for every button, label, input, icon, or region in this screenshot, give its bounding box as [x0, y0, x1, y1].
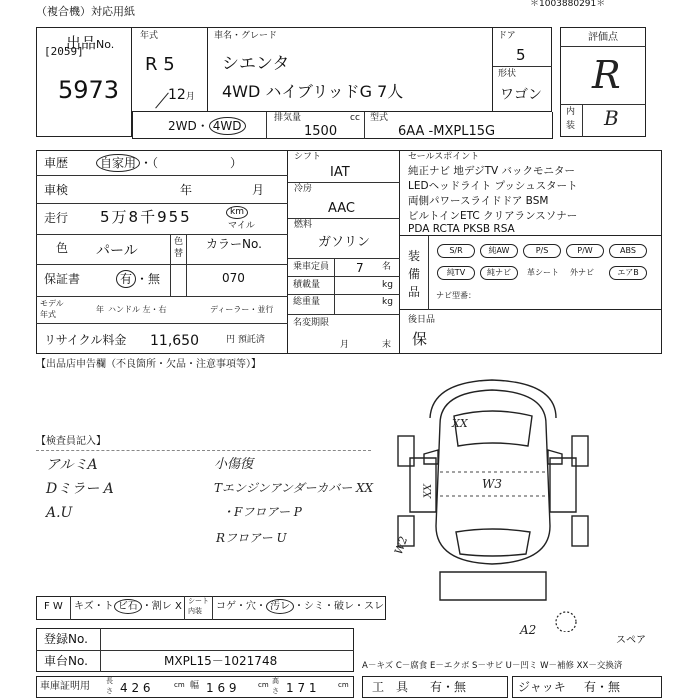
capacity-label: 乗車定員 [293, 262, 330, 272]
model-code-label: 型式 [370, 113, 389, 123]
color-value: パール [96, 243, 138, 259]
lot-number: 5973 [58, 76, 120, 104]
inspector-note: A.U [46, 505, 73, 521]
equipment-label-c: 品 [408, 285, 421, 299]
color-change-a: 色 [174, 237, 184, 247]
car-wheel-fl [398, 436, 414, 466]
fuel-value: ガソリン [318, 235, 371, 250]
model-year-label: 年式 [140, 31, 159, 41]
width-value: 1 6 9 [206, 681, 237, 695]
warranty-label: 保証書 [44, 272, 81, 286]
tools-label: 工 具 [372, 680, 409, 694]
navi-model-label: ナビ型番： [436, 291, 476, 300]
color-change-b: 替 [174, 249, 184, 259]
inspector-note: アルミA [46, 457, 98, 473]
spare-tire-icon [556, 612, 576, 632]
color-no-value: 070 [222, 271, 245, 285]
garage-certificate-label: 車庫証明用 [40, 681, 90, 692]
body-type-label: 形状 [498, 69, 517, 79]
height-unit: cm [338, 681, 349, 689]
chassis-number: MXPL15－1021748 [164, 654, 278, 668]
equipment-label-b: 備 [408, 267, 421, 281]
car-grade: 4WD ハイブリッドG 7人 [222, 82, 404, 101]
width-unit: cm [258, 681, 269, 689]
sales-point-line: 純正ナビ 地デジTV バックモニター [408, 165, 576, 177]
height-label-a: 高 [272, 677, 279, 685]
weight-unit: kg [382, 297, 393, 307]
later-items-box [400, 310, 662, 354]
model-year-era: R 5 [145, 54, 175, 75]
car-wheel-rr [572, 516, 588, 546]
body-type-value: ワゴン [500, 87, 542, 103]
car-front-bumper [430, 380, 556, 418]
length-value: 4 2 6 [120, 681, 151, 695]
ac-value: AAC [328, 201, 355, 216]
equip-leather-seat: 革シート [527, 268, 559, 277]
lot-label: 出品No. [66, 34, 115, 52]
car-damage-diagram [380, 376, 610, 632]
recycle-unit: 円 預託済 [226, 335, 265, 345]
length-unit: cm [174, 681, 185, 689]
form-type-label: （複合機）対応用紙 [36, 5, 135, 18]
model-year-month: 12月 [168, 87, 195, 103]
inspector-note: Dミラー A [46, 481, 114, 497]
color-no-label: カラーNo. [206, 237, 262, 251]
sales-point-line: ビルトインETC クリアランスソナー [408, 210, 578, 222]
name-change-end: 末 [382, 340, 392, 350]
later-items-label: 後日品 [408, 315, 436, 325]
fuel-label: 燃料 [294, 220, 313, 230]
registration-label: 登録No. [44, 632, 88, 646]
load-unit: kg [382, 280, 393, 290]
history-value: 自家用 ・（ ） [96, 157, 242, 169]
displacement-unit: cc [350, 113, 360, 123]
displacement-label: 排気量 [274, 113, 302, 123]
inspection-month: 月 [252, 183, 265, 197]
lot-year-tag: [2059] [44, 45, 84, 58]
model-label-b: 年式 [40, 310, 56, 319]
inspection-year: 年 [180, 183, 193, 197]
recycle-value: 11,650 [150, 333, 199, 349]
recycle-label: リサイクル料金 [44, 333, 127, 347]
equip-sunroof: S/R [437, 244, 475, 258]
equip-power-window: P/W [566, 244, 604, 258]
interior-label-a: 内 [566, 107, 576, 117]
model-code-value: 6AA -MXPL15G [398, 124, 496, 139]
height-label-b: さ [272, 687, 279, 695]
equip-airbag: エアB [609, 266, 647, 280]
height-value: 1 7 1 [286, 681, 317, 695]
equip-genuine-aw: 純AW [480, 244, 518, 258]
tools-value: 有・無 [430, 680, 467, 694]
door-value: 5 [516, 46, 526, 64]
shift-label: シフト [294, 152, 322, 162]
seat-label-a: シート [188, 597, 209, 605]
spare-label: スペア [616, 635, 646, 646]
load-label: 積載量 [293, 280, 321, 290]
inspector-note: ・Fフロアー P [222, 505, 302, 519]
later-items-value: 保 [412, 330, 428, 348]
seller-note-heading: 【出品店申告欄（不良箇所・欠品・注意事項等）】 [36, 359, 261, 370]
car-wheel-fr [572, 436, 588, 466]
length-label-b: さ [106, 687, 113, 695]
inspector-heading: 【検査員記入】 [36, 436, 106, 447]
car-rear-bumper [440, 572, 546, 600]
equip-genuine-tv: 純TV [437, 266, 475, 280]
car-name: シエンタ [222, 54, 290, 74]
sales-points-label: セールスポイント [408, 152, 480, 162]
inspector-note: Tエンジンアンダーカバー XX [214, 481, 374, 495]
sales-point-line: 両側パワースライドドア BSM [408, 195, 549, 207]
weight-label: 総重量 [293, 297, 321, 307]
name-change-month: 月 [340, 340, 350, 350]
model-year-unit: 年 [96, 305, 104, 314]
model-label-a: モデル [40, 299, 64, 308]
history-label: 車歴 [44, 156, 69, 170]
ac-label: 冷房 [294, 184, 313, 194]
drive-options: 2WD・ 4WD [168, 120, 246, 132]
inspector-note: 小傷復 [214, 457, 254, 472]
displacement-value: 1500 [304, 124, 338, 139]
shift-value: IAT [330, 165, 350, 180]
sales-point-line: PDA RCTA PKSB RSA [408, 223, 515, 235]
chassis-label: 車台No. [44, 654, 88, 668]
sales-point-line: LEDヘッドライト プッシュスタート [408, 180, 578, 192]
damage-mark: XX [423, 483, 435, 499]
inspection-label: 車検 [44, 183, 69, 197]
evaluation-label: 評価点 [588, 32, 618, 43]
equipment-label-a: 装 [408, 249, 421, 263]
mileage-value: 5万8千955 [100, 208, 192, 226]
length-label-a: 長 [106, 677, 113, 685]
evaluation-score: R [592, 53, 621, 97]
mileage-label: 走行 [44, 211, 69, 225]
car-name-label: 車名・グレード [214, 31, 278, 41]
seat-label-b: 内装 [188, 607, 202, 615]
color-label: 色 [56, 241, 69, 255]
car-rear-glass [456, 529, 530, 556]
seat-condition: コゲ・穴・ 汚レ ・シミ・破レ・スレ [216, 601, 384, 612]
fw-condition: キズ・ト ビ石 ・割レ X [74, 601, 182, 612]
dealer-options: ディーラー・並行 [210, 305, 274, 314]
interior-label-b: 装 [566, 121, 576, 131]
inspector-note: Rフロアー U [216, 531, 287, 545]
equip-aftermarket-navi: 外ナビ [570, 268, 594, 277]
equip-abs: ABS [609, 244, 647, 258]
damage-mark: A2 [520, 623, 537, 637]
jack-label: ジャッキ [518, 680, 566, 694]
door-label: ドア [498, 31, 516, 41]
fw-label: F W [44, 601, 63, 612]
capacity-unit: 名 [382, 262, 392, 272]
warranty-value: 有 ・無 [116, 273, 160, 285]
handle-options: ハンドル 左・右 [108, 305, 167, 314]
jack-value: 有・無 [584, 680, 621, 694]
damage-mark: XX [452, 417, 468, 430]
width-label: 幅 [190, 681, 200, 691]
damage-legend: A－キズ C－腐食 E－エクボ S－サビ U－凹ミ W－補修 XX－交換済 [362, 661, 623, 671]
mileage-unit-mile: マイル [228, 221, 255, 231]
damage-mark: W2 [391, 534, 411, 557]
barcode-number: ＊1003880291＊ [530, 0, 606, 9]
damage-mark: W3 [482, 477, 502, 491]
name-change-label: 名変期限 [293, 318, 330, 328]
capacity-value: 7 [356, 261, 364, 275]
interior-score: B [604, 106, 619, 130]
equip-genuine-navi: 純ナビ [480, 266, 518, 280]
mileage-unit: km [226, 206, 248, 219]
equip-power-steering: P/S [523, 244, 561, 258]
